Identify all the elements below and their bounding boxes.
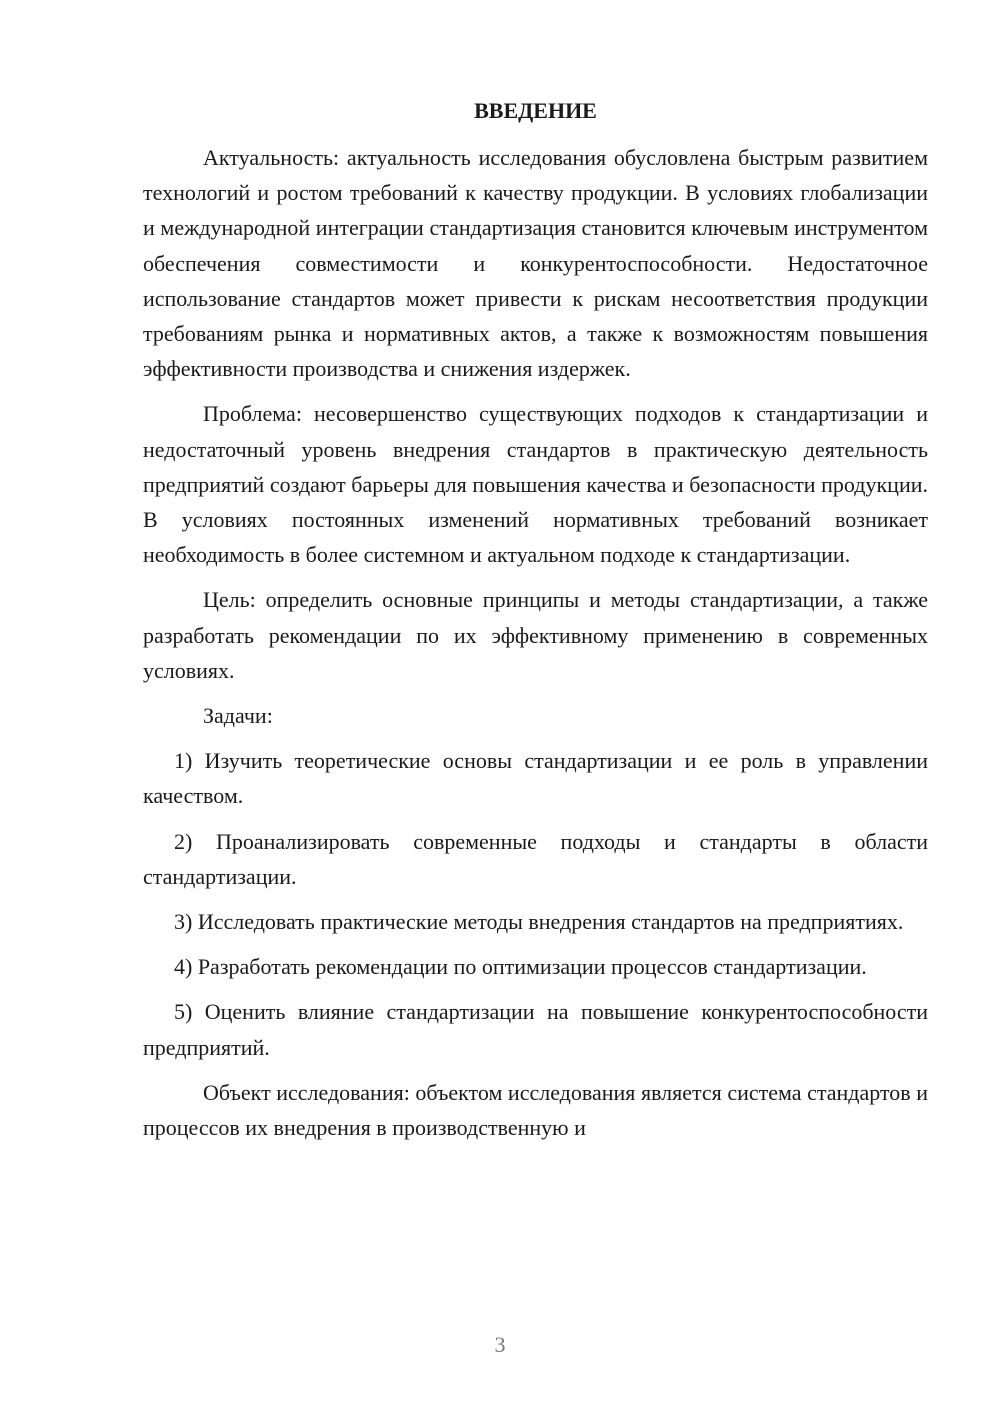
body-text-area bbox=[143, 140, 943, 1298]
task-item-1: 1) Изучить теоретические основы стандартизации и ее роль в управлении качеством. bbox=[143, 748, 928, 809]
paragraph-tasks-heading: Задачи: bbox=[203, 703, 273, 729]
section-heading: ВВЕДЕНИЕ bbox=[474, 98, 597, 123]
paragraph-object: Объект исследования: объектом исследования является система стандартов и процессов их внедрения в производственную и bbox=[143, 1079, 928, 1141]
task-item-2: 2) Проанализировать современные подходы и стандарты в области стандартизации. bbox=[143, 828, 928, 889]
page-number: 3 bbox=[494, 1332, 506, 1357]
task-item-5: 5) Оценить влияние стандартизации на повышение конкурентоспособности предприятий. bbox=[143, 999, 928, 1060]
body-text bbox=[143, 140, 928, 1155]
task-item-4: 4) Разработать рекомендации по оптимизации процессов стандартизации. bbox=[174, 954, 867, 980]
task-item-3: 3) Исследовать практические методы внедрения стандартов на предприятиях. bbox=[174, 909, 904, 935]
paragraph-goal: Цель: определить основные принципы и методы стандартизации, а также разработать рекомендации по их эффективному применению в современных условиях. bbox=[143, 587, 928, 683]
paragraph-problem: Проблема: несовершенство существующих подходов к стандартизации и недостаточный уровень внедрения стандартов в практическую деятельность предприятий создают барьеры для повышения качества и безопасности продукции. В условиях постоянных изменений нормативных требований возникает необходимость в более системном и актуальном подходе к стандартизации. bbox=[143, 401, 928, 568]
paragraph-relevance: Актуальность: актуальность исследования обусловлена быстрым развитием технологий и ростом требований к качеству продукции. В условиях глобализации и международной интеграции стандартизация становится ключевым инструментом обеспечения совместимости и конкурентоспособности. Недостаточное использование стандартов может привести к рискам несоответствия продукции требованиям рынка и нормативных актов, а также к возможностям повышения эффективности производства и снижения издержек. bbox=[143, 145, 928, 382]
